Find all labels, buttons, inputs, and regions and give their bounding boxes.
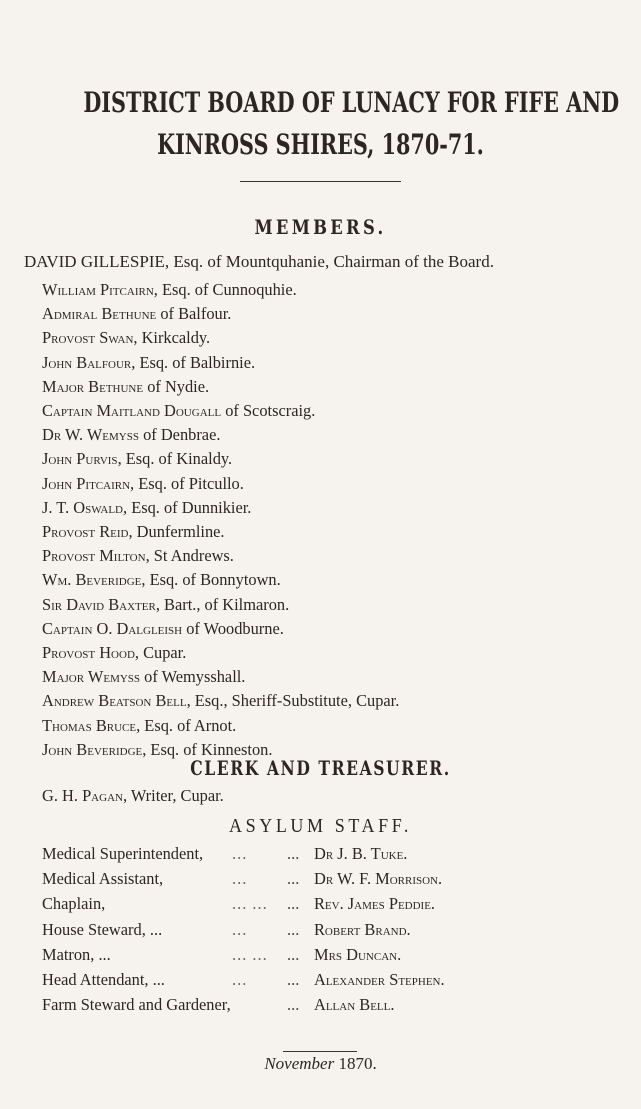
staff-name: Allan Bell. — [314, 995, 395, 1015]
member-name: Andrew Beatson Bell — [42, 691, 187, 711]
member-description: , Esq. of Balbirnie. — [131, 352, 256, 372]
member-entry — [42, 377, 209, 397]
member-name: Major Bethune — [42, 376, 144, 396]
member-entry — [42, 401, 315, 421]
member-entry — [42, 716, 236, 736]
staff-role: Matron, ... — [42, 944, 111, 964]
staff-role: Medical Assistant, — [42, 869, 164, 889]
staff-leader-dots: ... — [232, 919, 248, 939]
member-description: , Esq. of Kinaldy. — [117, 449, 233, 469]
chairman-description: , Esq. of Mountquhanie, Chairman of the Board. — [164, 252, 494, 271]
member-name: Captain O. Dalgleish — [42, 618, 183, 638]
document-title-line-2: KINROSS SHIRES, 1870-71. — [157, 128, 484, 161]
staff-separator-dots: ... — [287, 894, 300, 914]
staff-row — [0, 869, 641, 889]
member-description: of Wemysshall. — [140, 667, 246, 687]
member-name: Provost Hood — [42, 643, 135, 662]
member-name: Sir David Baxter — [42, 594, 156, 614]
member-name: J. T. Oswald — [42, 497, 123, 517]
chairman-entry — [24, 252, 494, 272]
staff-role: House Steward, ... — [42, 919, 163, 939]
staff-name: Mrs Duncan. — [314, 944, 402, 964]
member-name: Wm. Beveridge — [42, 570, 142, 590]
member-description: of Balfour. — [156, 304, 232, 324]
member-entry — [42, 353, 255, 373]
date-year: 1870. — [338, 1054, 377, 1073]
staff-role: Medical Superintendent, — [42, 844, 204, 863]
member-entry — [42, 595, 289, 615]
member-entry — [42, 691, 399, 711]
date-divider — [283, 1051, 357, 1052]
member-name: Provost Swan — [42, 328, 134, 348]
member-entry — [42, 449, 232, 469]
staff-role: Head Attendant, ... — [42, 970, 165, 989]
member-description: of Nydie. — [143, 376, 210, 396]
staff-separator-dots: ... — [287, 995, 300, 1015]
member-name: John Balfour — [42, 352, 132, 372]
members-heading: MEMBERS. — [254, 215, 387, 239]
staff-row — [0, 945, 641, 965]
staff-separator-dots: ... — [287, 869, 300, 889]
staff-role: Chaplain, — [42, 894, 106, 914]
member-entry — [42, 474, 244, 494]
document-title-line-1: DISTRICT BOARD OF LUNACY FOR FIFE AND — [83, 86, 620, 119]
member-entry — [42, 619, 284, 639]
staff-row — [0, 920, 641, 940]
member-name: Major Wemyss — [42, 667, 141, 687]
document-date — [0, 1054, 641, 1074]
asylum-staff-heading: ASYLUM STAFF. — [229, 815, 412, 837]
member-entry — [42, 570, 281, 590]
staff-row — [0, 995, 641, 1015]
staff-row — [0, 970, 641, 990]
member-description: of Scotscraig. — [221, 401, 316, 420]
member-description: , Esq. of Kinneston. — [142, 739, 273, 759]
member-entry — [42, 304, 231, 324]
member-description: , Kirkcaldy. — [133, 328, 211, 348]
member-description: , Esq. of Arnot. — [136, 715, 237, 735]
member-description: , Esq. of Bonnytown. — [141, 570, 281, 590]
member-description: , Esq. of Cunnoquhie. — [153, 280, 297, 299]
staff-separator-dots: ... — [287, 944, 300, 964]
member-description: , St Andrews. — [145, 546, 234, 566]
member-description: , Esq. of Dunnikier. — [123, 497, 252, 517]
staff-name: Dr J. B. Tuke. — [314, 844, 408, 863]
member-name: John Purvis — [42, 449, 118, 469]
member-name: Thomas Bruce — [42, 715, 137, 735]
staff-leader-dots: ... — [232, 844, 248, 863]
staff-separator-dots: ... — [287, 919, 300, 939]
member-entry — [42, 667, 245, 687]
staff-leader-dots: ... ... — [232, 944, 268, 964]
member-name: Provost Reid — [42, 522, 129, 541]
member-name: Dr W. Wemyss — [42, 425, 139, 445]
staff-row — [0, 894, 641, 914]
staff-leader-dots: ... — [232, 970, 248, 989]
member-description: of Denbrae. — [139, 425, 221, 445]
staff-name: Dr W. F. Morrison. — [314, 869, 443, 889]
staff-role: Farm Steward and Gardener, — [42, 995, 231, 1015]
member-entry — [42, 280, 297, 300]
member-name: John Beveridge — [42, 739, 143, 759]
member-entry — [42, 425, 220, 445]
title-divider — [240, 181, 401, 182]
staff-name: Rev. James Peddie. — [314, 894, 436, 914]
member-name: John Pitcairn — [42, 473, 131, 493]
member-description: of Woodburne. — [182, 618, 284, 638]
staff-name: Alexander Stephen. — [314, 970, 445, 989]
member-entry — [42, 328, 210, 348]
clerk-name: G. H. Pagan — [42, 786, 123, 805]
staff-name: Robert Brand. — [314, 919, 411, 939]
clerk-description: , Writer, Cupar. — [122, 786, 224, 805]
clerk-treasurer-heading: CLERK AND TREASURER. — [190, 756, 451, 780]
member-name: Admiral Bethune — [42, 304, 157, 324]
member-name: Provost Milton — [42, 546, 146, 566]
member-description: , Esq., Sheriff-Substitute, Cupar. — [186, 691, 400, 711]
staff-leader-dots: ... — [232, 869, 248, 889]
staff-separator-dots: ... — [287, 970, 300, 989]
member-entry — [42, 522, 225, 542]
staff-row — [0, 844, 641, 864]
member-description: , Cupar. — [134, 643, 187, 662]
member-entry — [42, 546, 234, 566]
member-description: , Bart., of Kilmaron. — [155, 594, 290, 614]
staff-separator-dots: ... — [287, 844, 300, 863]
chairman-name: DAVID GILLESPIE — [24, 252, 165, 271]
member-entry — [42, 498, 251, 518]
member-description: , Esq. of Pitcullo. — [130, 473, 244, 493]
member-name: Captain Maitland Dougall — [42, 401, 222, 420]
clerk-entry — [42, 786, 224, 806]
member-name: William Pitcairn — [42, 280, 154, 299]
date-month: November — [264, 1054, 335, 1073]
member-entry — [42, 643, 186, 663]
staff-leader-dots: ... ... — [232, 894, 268, 914]
member-description: , Dunfermline. — [128, 522, 225, 541]
